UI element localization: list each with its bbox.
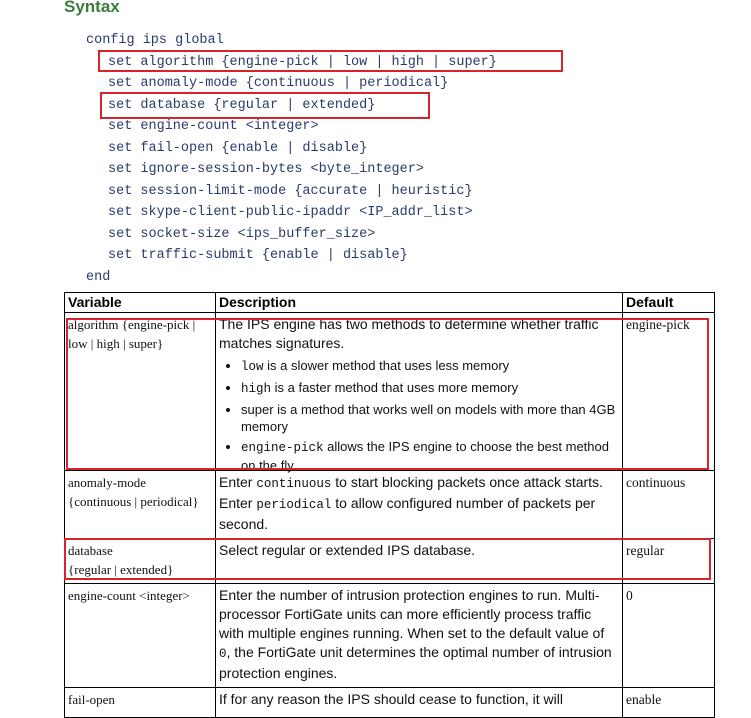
anomaly-desc-part-2: to start blocking packets once attack starts. Enter [219, 474, 603, 511]
variable-algorithm: algorithm {engine-pick | low | high | super} [68, 317, 196, 351]
variable-anomaly-mode: anomaly-mode {continuous | periodical} [68, 475, 199, 509]
anomaly-desc-part-1: Enter [219, 474, 257, 490]
bullet-high-text: is a faster method that uses more memory [271, 380, 519, 395]
highlight-box-syntax-algorithm [98, 50, 563, 72]
anomaly-desc-part-3: to allow configured number of packets per second. [219, 495, 596, 532]
syntax-line-fail-open: set fail-open {enable | disable} [108, 140, 368, 156]
code-periodical: periodical [256, 498, 332, 512]
syntax-open-line: config ips global [86, 33, 224, 48]
table-row-anomaly-mode [65, 471, 715, 539]
syntax-close-line: end [86, 269, 111, 285]
header-variable: Variable [65, 293, 216, 313]
highlight-box-syntax-database [100, 92, 430, 119]
highlight-box-table-database [64, 538, 711, 580]
table-header-row [65, 293, 715, 313]
cell-variable-engine-count [65, 584, 216, 688]
syntax-line-engine-count: set engine-count <integer> [108, 119, 319, 134]
cell-default-fail-open [623, 688, 715, 718]
cell-variable-anomaly-mode [65, 471, 216, 539]
engine-count-desc-part-1: Enter the number of intrusion protection engines to run. Multi-processor FortiGate units can more efficiently process traffic with multiple engines running. When set to the default value of [219, 587, 605, 641]
cell-default-anomaly-mode [623, 471, 715, 539]
variable-database-options: {regular | extended} [68, 562, 174, 577]
default-fail-open: enable [626, 692, 662, 707]
syntax-line-anomaly-mode: set anomaly-mode {continuous | periodical} [108, 76, 449, 91]
section-heading: Syntax [64, 0, 120, 16]
description-algorithm: The IPS engine has two methods to determine whether traffic matches signatures. [219, 316, 599, 351]
table-row-fail-open [65, 688, 715, 718]
syntax-line-database: set database {regular | extended} [108, 97, 376, 113]
code-continuous: continuous [256, 477, 332, 491]
code-high: high [241, 382, 272, 396]
default-anomaly-mode: continuous [626, 475, 686, 490]
bullet-super-text: super is a method that works well on models with more than 4GB memory [241, 402, 616, 434]
syntax-line-ignore-session-bytes: set ignore-session-bytes <byte_integer> [108, 162, 424, 177]
syntax-line-traffic-submit: set traffic-submit {enable | disable} [108, 248, 408, 263]
header-default: Default [623, 293, 715, 313]
header-description: Description [216, 293, 623, 313]
bullet-low-text: is a slower method that uses less memory [263, 358, 510, 373]
cell-default-engine-count [623, 584, 715, 688]
variable-fail-open: fail-open [68, 692, 115, 707]
default-algorithm: engine-pick [626, 317, 690, 332]
engine-count-desc-part-2: , the FortiGate unit determines the optimal number of intrusion protection engines. [219, 644, 612, 681]
variable-database: database [68, 543, 113, 558]
code-low: low [241, 360, 264, 374]
syntax-line-skype-client: set skype-client-public-ipaddr <IP_addr_list> [108, 205, 473, 220]
syntax-line-socket-size: set socket-size <ips_buffer_size> [108, 226, 376, 242]
syntax-line-session-limit-mode: set session-limit-mode {accurate | heuristic} [108, 183, 473, 199]
cell-description-fail-open [216, 688, 623, 718]
variable-engine-count: engine-count <integer> [68, 588, 190, 603]
cell-description-engine-count [216, 584, 623, 688]
cell-description-anomaly-mode [216, 471, 623, 539]
cell-variable-fail-open [65, 688, 216, 718]
default-database: regular [626, 543, 665, 558]
default-engine-count: 0 [626, 588, 633, 603]
code-engine-pick: engine-pick [241, 441, 324, 455]
description-fail-open: If for any reason the IPS should cease to function, it will [219, 691, 563, 707]
description-database: Select regular or extended IPS database. [219, 542, 476, 558]
highlight-box-table-algorithm [66, 318, 709, 470]
code-zero: 0 [219, 647, 227, 661]
table-row-engine-count [65, 584, 715, 688]
syntax-line-algorithm: set algorithm {engine-pick | low | high | super} [108, 54, 497, 70]
bullet-engine-pick-text: allows the IPS engine to choose the best method on the fly. [241, 439, 609, 473]
